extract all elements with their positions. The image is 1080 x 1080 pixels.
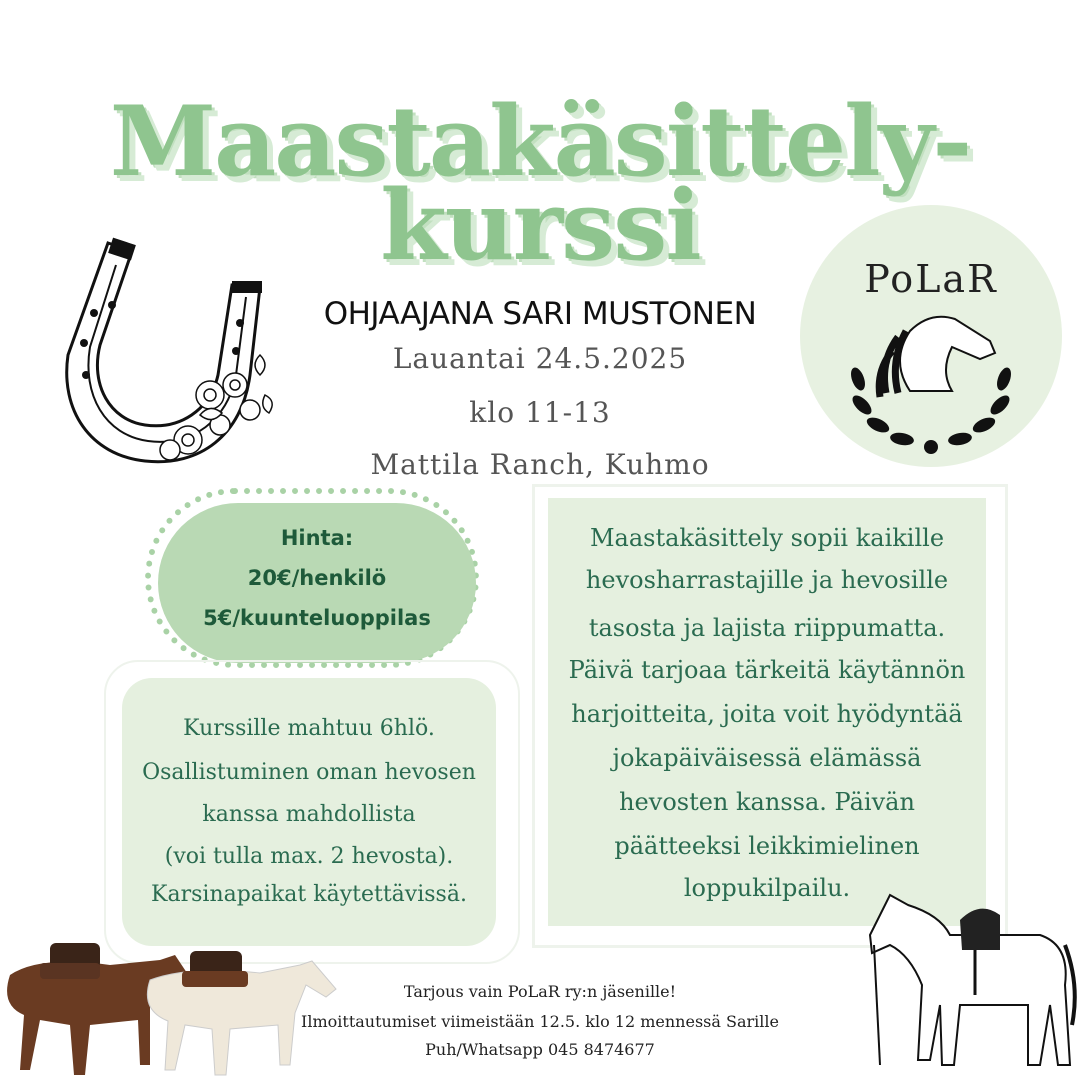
horse-head-icon	[840, 301, 1022, 461]
description-line: Päivä tarjoaa tärkeitä käytännön	[568, 656, 966, 684]
description-line: päätteeksi leikkimielinen	[614, 832, 920, 860]
event-location: Mattila Ranch, Kuhmo	[370, 448, 710, 481]
horse-sketch-icon	[850, 875, 1080, 1075]
description-line: hevosten kanssa. Päivän	[619, 788, 915, 816]
description-line: harjoitteita, joita voit hyödyntää	[571, 700, 963, 728]
polar-logo	[800, 205, 1062, 467]
course-info-line: kanssa mahdollista	[202, 802, 416, 827]
title-line-1: Maastakäsittely-	[109, 85, 971, 198]
description-line: loppukilpailu.	[683, 874, 851, 902]
horseshoe-icon	[60, 235, 280, 475]
price-listener: 5€/kuunteluoppilas	[203, 606, 431, 630]
description-line: tasosta ja lajista riippumatta.	[588, 614, 946, 642]
event-date: Lauantai 24.5.2025	[392, 342, 688, 375]
course-info-line: Karsinapaikat käytettävissä.	[151, 882, 467, 907]
course-info-line: (voi tulla max. 2 hevosta).	[164, 844, 454, 869]
course-info-line: Kurssille mahtuu 6hlö.	[183, 716, 435, 741]
footer-offer: Tarjous vain PoLaR ry:n jäsenille!	[403, 982, 677, 1001]
price-per-person: 20€/henkilö	[247, 566, 387, 590]
title-line-2: kurssi	[380, 169, 700, 282]
description-line: Maastakäsittely sopii kaikille	[589, 524, 945, 552]
description-line: hevosharrastajille ja hevosille	[585, 566, 949, 594]
logo-text: PoLaR	[864, 257, 998, 301]
event-time: klo 11-13	[469, 396, 611, 429]
description-line: jokapäiväisessä elämässä	[612, 744, 922, 772]
instructor-heading: OHJAAJANA SARI MUSTONEN	[323, 296, 757, 332]
footer-registration: Ilmoittautumiset viimeistään 12.5. klo 12 mennessä Sarille	[301, 1012, 779, 1031]
price-label: Hinta:	[280, 526, 354, 550]
footer-contact: Puh/Whatsapp 045 8474677	[425, 1040, 655, 1059]
course-info-line: Osallistuminen oman hevosen	[142, 760, 476, 785]
